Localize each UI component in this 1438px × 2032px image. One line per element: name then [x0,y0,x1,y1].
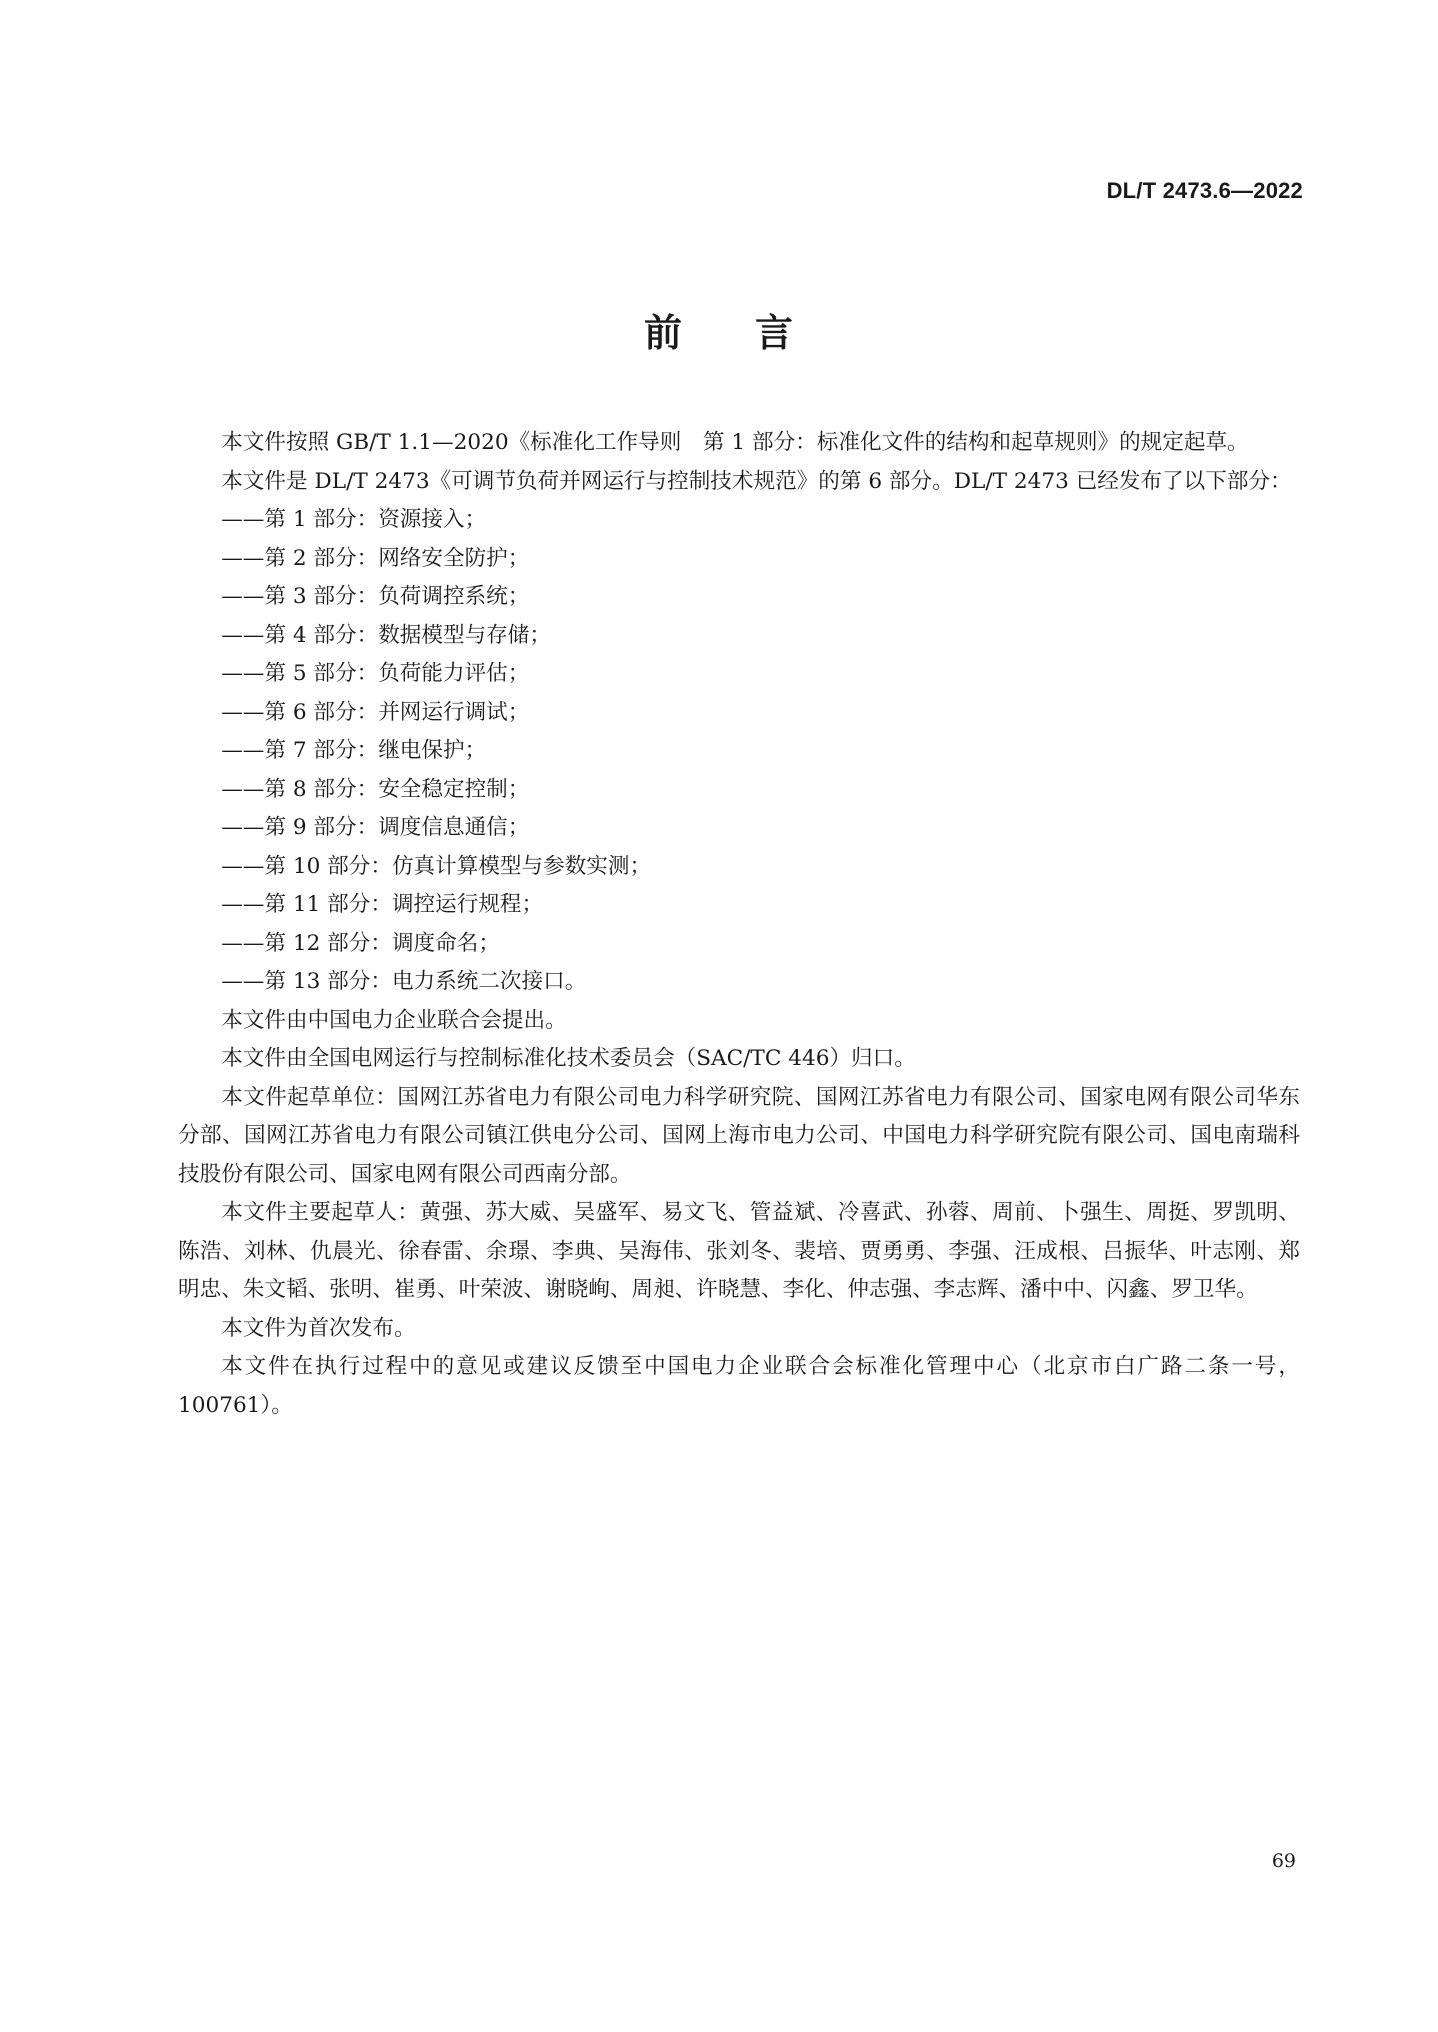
list-item: ——第 11 部分：调控运行规程； [221,892,544,917]
document-body [178,424,1300,1425]
paragraph: 本文件由全国电网运行与控制标准化技术委员会（SAC/TC 446）归口。 [221,1046,916,1071]
list-item: ——第 10 部分：仿真计算模型与参数实测； [221,853,652,879]
document-code: DL/T 2473.6—2022 [1106,178,1303,203]
list-item: ——第 3 部分：负荷调控系统； [221,584,530,609]
list-item: ——第 1 部分：资源接入； [221,507,487,532]
list-item: ——第 13 部分：电力系统二次接口。 [221,969,587,994]
list-item: ——第 2 部分：网络安全防护； [221,545,530,571]
page-title [0,302,1438,357]
paragraph: 本文件由中国电力企业联合会提出。 [221,1007,567,1033]
list-item: ——第 4 部分：数据模型与存储； [221,622,551,648]
list-item: ——第 8 部分：安全稳定控制； [221,776,530,802]
list-item: ——第 7 部分：继电保护； [221,738,487,763]
paragraph: 本文件为首次发布。 [221,1315,416,1341]
list-item: ——第 5 部分：负荷能力评估； [221,661,530,686]
title-char-1: 前 [643,311,683,355]
paragraph: 本文件按照 GB/T 1.1—2020《标准化工作导则 第 1 部分：标准化文件的结构和起草规则》的规定起草。 [221,430,1249,455]
paragraph-drafting-units: 本文件起草单位：国网江苏省电力有限公司电力科学研究院、国网江苏省电力有限公司、国家电网有限公司华东分部、国网江苏省电力有限公司镇江供电分公司、国网上海市电力公司、中国电力科学研究院有限公司、国电南瑞科技股份有限公司、国家电网有限公司西南分部。 [178,1084,1300,1187]
title-char-2: 言 [755,311,795,355]
parts-list [178,501,1300,1002]
paragraph-feedback: 本文件在执行过程中的意见或建议反馈至中国电力企业联合会标准化管理中心（北京市白广路二条一号，100761）。 [178,1354,1300,1418]
paragraph: 本文件是 DL/T 2473《可调节负荷并网运行与控制技术规范》的第 6 部分。DL/T 2473 已经发布了以下部分： [221,468,1292,494]
list-item: ——第 9 部分：调度信息通信； [221,815,530,840]
page-number: 69 [1271,1850,1296,1872]
list-item: ——第 6 部分：并网运行调试； [221,699,530,725]
paragraph-drafters: 本文件主要起草人：黄强、苏大威、吴盛军、易文飞、管益斌、冷喜武、孙蓉、周前、卜强生、周挺、罗凯明、陈浩、刘林、仇晨光、徐春雷、余璟、李典、吴海伟、张刘冬、裴培、贾勇勇、李强、汪成根、吕振华、叶志刚、郑明忠、朱文韬、张明、崔勇、叶荣波、谢晓峋、周昶、许晓慧、李化、仲志强、李志辉、潘中中、闪鑫、罗卫华。 [178,1200,1300,1302]
list-item: ——第 12 部分：调度命名； [221,930,500,956]
